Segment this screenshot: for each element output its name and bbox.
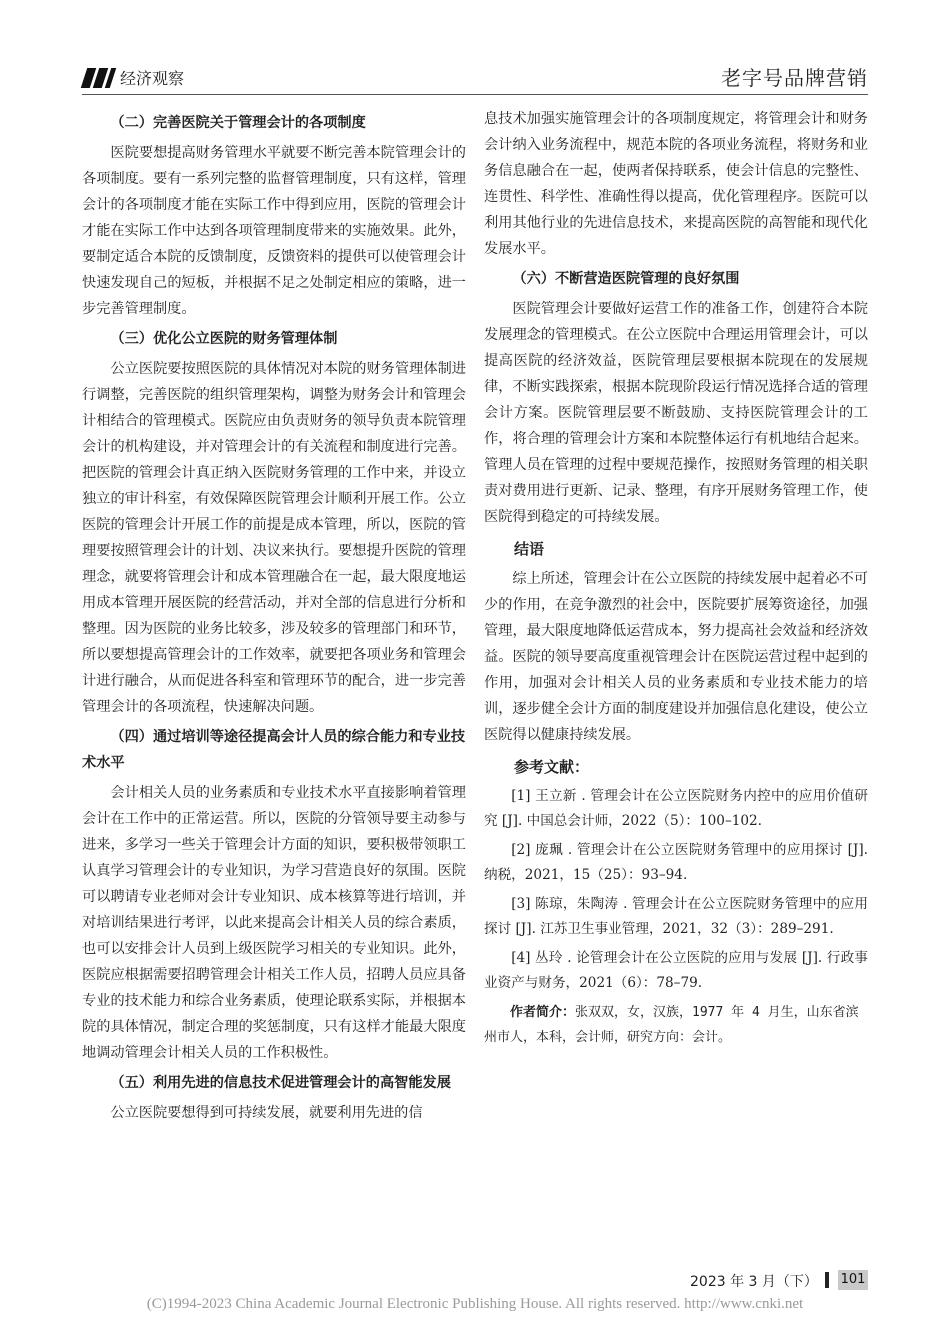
section-heading: 结语 — [514, 540, 545, 558]
section-heading: 参考文献： — [514, 758, 590, 776]
section-heading: （四）通过培训等途径提高会计人员的综合能力和专业技术水平 — [82, 729, 466, 771]
header-divider — [82, 94, 868, 95]
body-paragraph: 公立医院要按照医院的具体情况对本院的财务管理体制进行调整，完善医院的组织管理架构，调整为财务会计和管理会计相结合的管理模式。医院应由负责财务的领导负责本院管理会计的机构建设，并对管理会计的有关流程和制度进行完善。把医院的管理会计真正纳入医院财务管理的工作中来，并设立独立的审计科室，有效保障医院管理会计顺利开展工作。公立医院的管理会计开展工作的前提是成本管理，所以，医院的管理要按照管理会计的计划、决议来执行。要想提升医院的管理理念，就要将管理会计和成本管理融合在一起，最大限度地运用成本管理开展医院的经营活动，并对全部的信息进行分析和整理。因为医院的业务比较多，涉及较多的管理部门和环节，所以要想提高管理会计的工作效率，就要把各项业务和管理会计进行融合，从而促进各科室和管理环节的配合，进一步完善管理会计的各项流程，快速解决问题。 — [82, 361, 466, 715]
body-paragraph: 会计相关人员的业务素质和专业技术水平直接影响着管理会计在工作中的正常运营。所以，医院的分管领导要主动参与进来，多学习一些关于管理会计方面的知识，要积极带领职工认真学习管理会计的专业知识，为学习营造良好的氛围。医院可以聘请专业老师对会计专业知识、成本核算等进行培训，并对培训结果进行考评，以此来提高会计相关人员的综合素质，也可以安排会计人员到上级医院学习相关的专业知识。此外，医院应根据需要招聘管理会计相关工作人员，招聘人员应具备专业的技术能力和综合业务素质，使理论联系实际，并根据本院的具体情况，制定合理的奖惩制度，只有这样才能最大限度地调动管理会计相关人员的工作积极性。 — [82, 785, 466, 1061]
body-paragraph: 医院要想提高财务管理水平就要不断完善本院管理会计的各项制度。要有一系列完整的监督管理制度，只有这样，管理会计的各项制度才能在实际工作中得到应用，医院的管理会计才能在实际工作中达到各项管理制度带来的实施效果。此外，要制定适合本院的反馈制度，反馈资料的提供可以使管理会计快速发现自己的短板，并根据不足之处制定相应的策略，进一步完善管理制度。 — [82, 145, 466, 317]
journal-logo-icon — [82, 68, 118, 88]
reference-item: [2] 庞珮 . 管理会计在公立医院财务管理中的应用探讨 [J]. 纳税，2021，15（25）：93–94. — [484, 842, 868, 883]
reference-item: [3] 陈琼，朱陶涛 . 管理会计在公立医院财务管理中的应用探讨 [J]. 江苏卫生事业管理，2021，32（3）：289–291. — [484, 896, 868, 937]
column-title: 老字号品牌营销 — [721, 66, 868, 90]
copyright-notice: (C)1994-2023 China Academic Journal Electronic Publishing House. All rights reserved. http://www.cnki.net — [146, 1296, 804, 1312]
reference-item: [1] 王立新 . 管理会计在公立医院财务内控中的应用价值研究 [J]. 中国总会计师，2022（5）：100–102. — [484, 788, 868, 829]
page-header — [82, 62, 868, 92]
right-column — [484, 106, 868, 1050]
left-column — [82, 106, 466, 1126]
reference-item: [4] 丛玲 . 论管理会计在公立医院的应用与发展 [J]. 行政事业资产与财务，2021（6）：78–79. — [484, 950, 868, 991]
footer-divider — [825, 1272, 829, 1288]
body-paragraph: 公立医院要想得到可持续发展，就要利用先进的信 — [110, 1105, 423, 1121]
section-heading: （三）优化公立医院的财务管理体制 — [110, 331, 338, 347]
section-heading: （六）不断营造医院管理的良好氛围 — [512, 271, 740, 287]
section-heading: （二）完善医院关于管理会计的各项制度 — [110, 115, 366, 131]
author-bio-label: 作者简介： — [510, 1005, 576, 1020]
body-paragraph: 综上所述，管理会计在公立医院的持续发展中起着必不可少的作用，在竞争激烈的社会中，医院要扩展筹资途径，加强管理，最大限度地降低运营成本，努力提高社会效益和经济效益。医院的领导要高度重视管理会计在医院运营过程中起到的作用，加强对会计相关人员的业务素质和专业技术能力的培训，逐步健全会计方面的制度建设并加强信息化建设，使公立医院得以健康持续发展。 — [484, 571, 868, 743]
section-name: 经济观察 — [120, 69, 185, 88]
body-paragraph: 息技术加强实施管理会计的各项制度规定，将管理会计和财务会计纳入业务流程中，规范本院的各项业务流程，将财务和业务信息融合在一起，使两者保持联系，使会计信息的完整性、连贯性、科学性、准确性得以提高，优化管理程序。医院可以利用其他行业的先进信息技术，来提高医院的高智能和现代化发展水平。 — [484, 111, 868, 257]
author-bio-text: 张双双，女，汉族，1977 年 4 月生，山东省滨州市人，本科，会计师，研究方向：会计。 — [484, 1005, 859, 1045]
page-number: 101 — [838, 1270, 868, 1290]
section-heading: （五）利用先进的信息技术促进管理会计的高智能发展 — [110, 1075, 451, 1091]
author-bio — [484, 1000, 868, 1050]
issue-date: 2023 年 3 月（下） — [690, 1274, 818, 1290]
body-paragraph: 医院管理会计要做好运营工作的准备工作，创建符合本院发展理念的管理模式。在公立医院中合理运用管理会计，可以提高医院的经济效益，医院管理层要根据本院现在的发展规律，不断实践探索，根据本院现阶段运行情况选择合适的管理会计方案。医院管理层要不断鼓励、支持医院管理会计的工作，将合理的管理会计方案和本院整体运行有机地结合起来。管理人员在管理的过程中要规范操作，按照财务管理的相关职责对费用进行更新、记录、整理，有序开展财务管理工作，使医院得到稳定的可持续发展。 — [484, 301, 868, 525]
